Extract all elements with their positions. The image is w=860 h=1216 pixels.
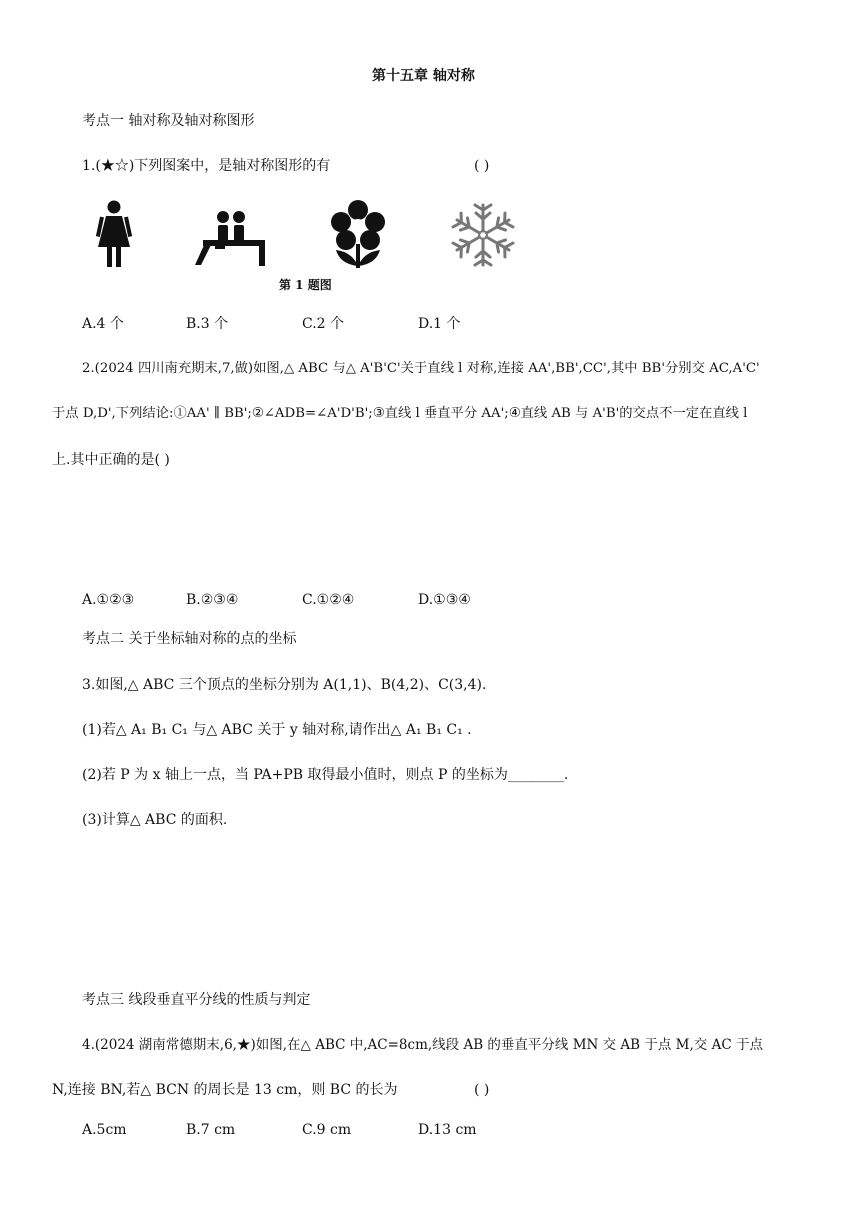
q4-answer-paren: ( ) [474,1082,490,1098]
q2-option-a: A.①②③ [82,592,135,608]
q2-line-2: 于点 D,D',下列结论:①AA' ∥ BB';②∠ADB=∠A'D'B';③直线 l 垂直平分 AA';④直线 AB 与 A'B'的交点不一定在直线 l [52,406,748,421]
q1-option-a: A.4 个 [82,316,124,332]
q3-part-3: (3)计算△ ABC 的面积. [82,812,228,828]
page-title: 第十五章 轴对称 [372,68,475,84]
q1-figure-caption: 第 1 题图 [279,278,332,292]
bench-people-icon [193,210,267,268]
q2-option-d: D.①③④ [418,592,471,608]
snowflake-icon [448,200,518,270]
q2-option-c: C.①②④ [302,592,355,608]
woman-icon [96,199,132,269]
q1-option-b: B.3 个 [186,316,229,332]
q4-line-2: N,连接 BN,若△ BCN 的周长是 13 cm，则 BC 的长为 [52,1082,398,1098]
q1-stem: 1.(★☆)下列图案中，是轴对称图形的有 [82,158,331,174]
q4-option-b: B.7 cm [186,1122,236,1138]
q1-answer-paren: ( ) [474,158,490,174]
q2-option-b: B.②③④ [186,592,239,608]
q3-stem: 3.如图,△ ABC 三个顶点的坐标分别为 A(1,1)、B(4,2)、C(3,4). [82,677,487,693]
q2-line-3: 上.其中正确的是( ) [52,452,170,468]
q4-option-a: A.5cm [82,1122,127,1138]
section-heading-2: 考点二 关于坐标轴对称的点的坐标 [82,631,297,647]
q3-part-1: (1)若△ A₁ B₁ C₁ 与△ ABC 关于 y 轴对称,请作出△ A₁ B₁ C₁ . [82,722,472,738]
section-heading-1: 考点一 轴对称及轴对称图形 [82,113,255,129]
q3-part-2: (2)若 P 为 x 轴上一点，当 PA+PB 取得最小值时，则点 P 的坐标为________. [82,767,569,783]
flower-icon [328,200,388,270]
q1-option-c: C.2 个 [302,316,345,332]
q1-option-d: D.1 个 [418,316,461,332]
q4-option-d: D.13 cm [418,1122,477,1138]
q4-line-1: 4.(2024 湖南常德期末,6,★)如图,在△ ABC 中,AC=8cm,线段 AB 的垂直平分线 MN 交 AB 于点 M,交 AC 于点 [82,1037,763,1053]
q4-option-c: C.9 cm [302,1122,352,1138]
section-heading-3: 考点三 线段垂直平分线的性质与判定 [82,992,311,1008]
q2-line-1: 2.(2024 四川南充期末,7,做)如图,△ ABC 与△ A'B'C'关于直线 l 对称,连接 AA',BB',CC',其中 BB'分别交 AC,A'C' [82,361,760,376]
